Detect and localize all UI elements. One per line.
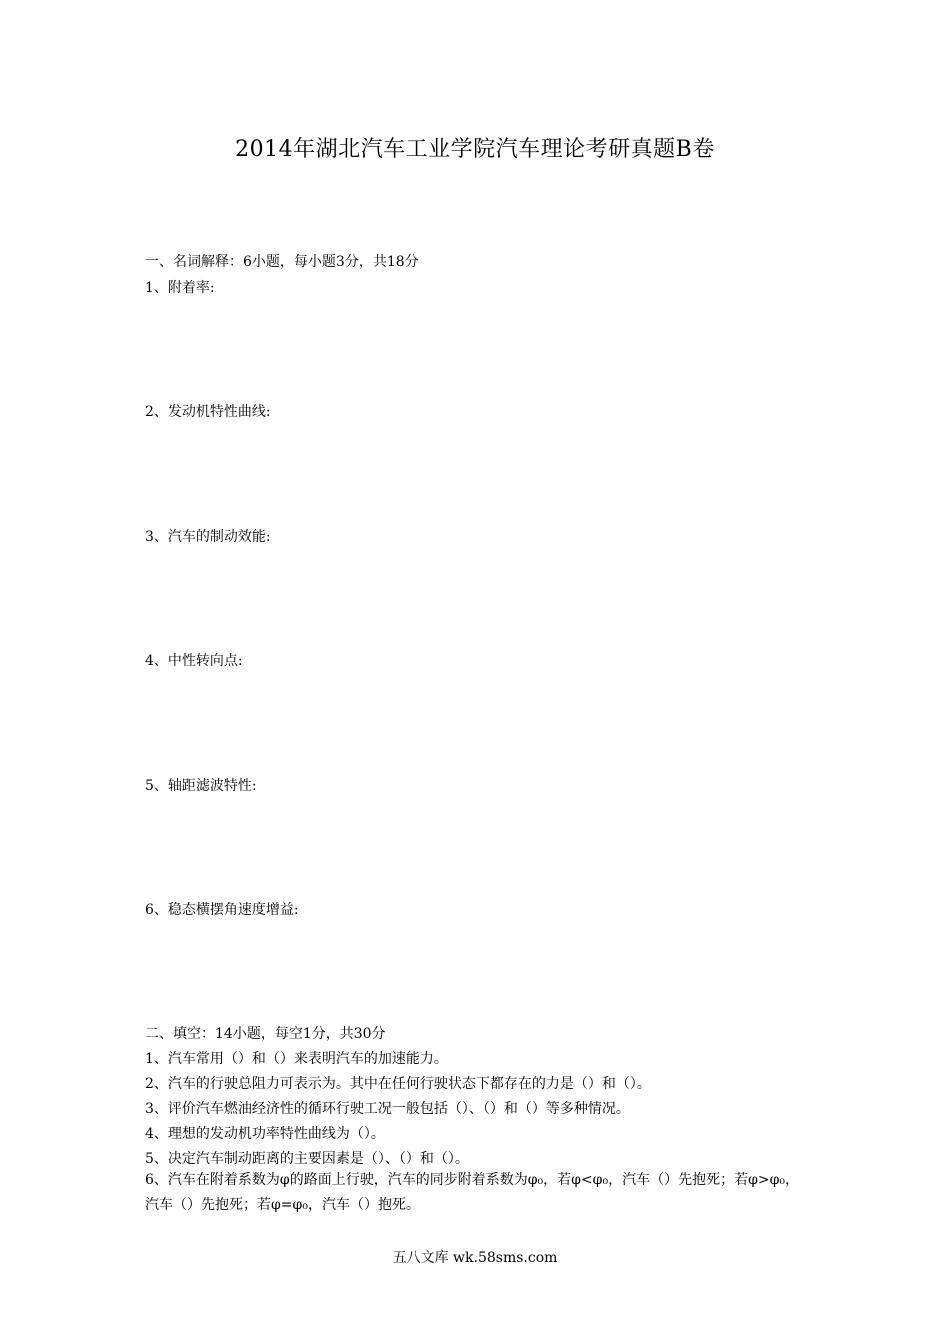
section1-item-4: 4、中性转向点: bbox=[145, 653, 243, 669]
section2-item-1: 1、汽车常用（）和（）来表明汽车的加速能力。 bbox=[145, 1051, 448, 1067]
section1-header: 一、名词解释：6小题，每小题3分，共18分 bbox=[145, 254, 419, 270]
section2-item-5: 5、决定汽车制动距离的主要因素是（）、（）和（）。 bbox=[145, 1151, 469, 1167]
section1-item-5: 5、轴距滤波特性: bbox=[145, 778, 257, 794]
section1-item-1: 1、附着率: bbox=[145, 280, 215, 296]
page-footer: 五八文库 wk.58sms.com bbox=[392, 1250, 558, 1266]
section2-item-4: 4、理想的发动机功率特性曲线为（）。 bbox=[145, 1126, 385, 1142]
section1-item-6: 6、稳态横摆角速度增益: bbox=[145, 902, 299, 918]
section2-item-3: 3、评价汽车燃油经济性的循环行驶工况一般包括（）、（）和（）等多种情况。 bbox=[145, 1101, 630, 1117]
document-title: 2014年湖北汽车工业学院汽车理论考研真题B卷 bbox=[235, 137, 715, 162]
section1-item-2: 2、发动机特性曲线: bbox=[145, 404, 271, 420]
section2-item-2: 2、汽车的行驶总阻力可表示为。其中在任何行驶状态下都存在的力是（）和（）。 bbox=[145, 1076, 651, 1092]
section2-header: 二、填空：14小题，每空1分，共30分 bbox=[145, 1026, 386, 1042]
section2-item-6: 6、汽车在附着系数为φ的路面上行驶，汽车的同步附着系数为φ₀，若φ<φ₀，汽车（）先抱死；若φ>φ₀，汽车（）先抱死；若φ=φ₀，汽车（）抱死。 bbox=[145, 1172, 800, 1213]
section1-item-3: 3、汽车的制动效能: bbox=[145, 529, 271, 545]
